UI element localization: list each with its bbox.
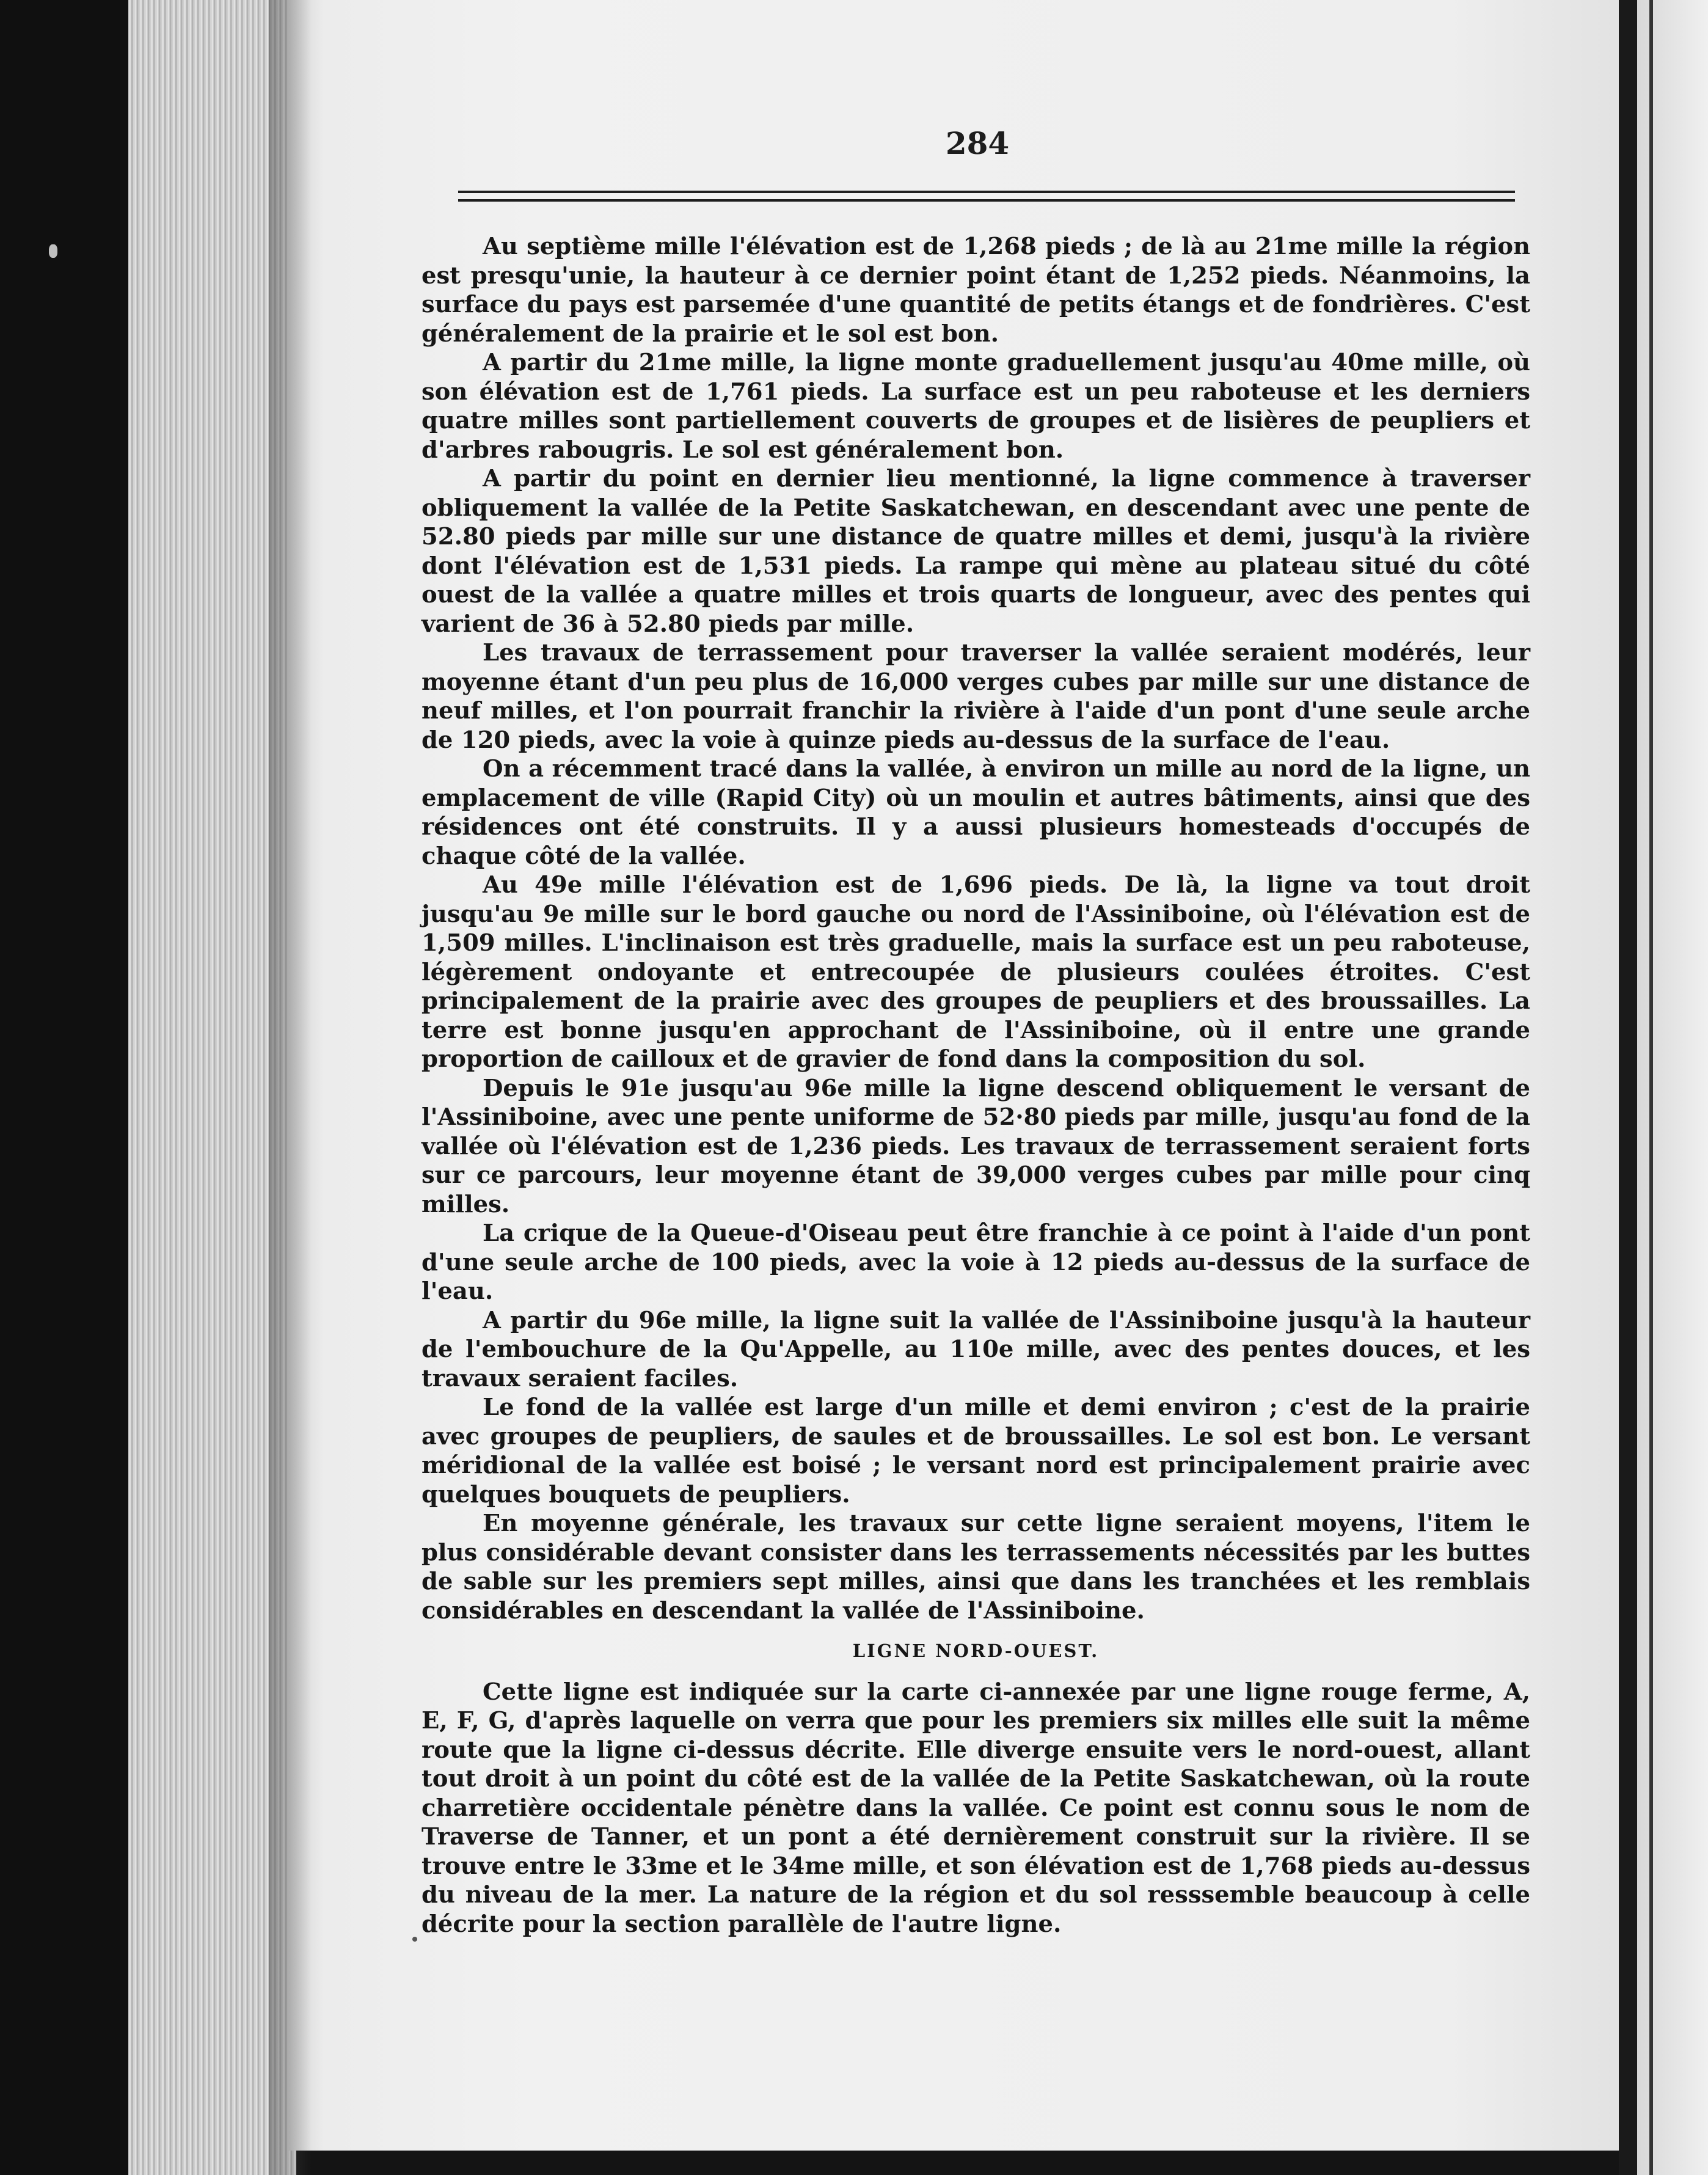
adjacent-page-sliver <box>1637 0 1708 2175</box>
stray-ink-dot <box>412 1937 417 1942</box>
adjacent-page-edge <box>1649 0 1653 2175</box>
paragraph: Les travaux de terrassement pour traverser la vallée seraient modérés, leur moyenne étant d'un peu plus de 16,000 verges cubes par mille sur une distance de neuf milles, et l'on pourrait franchir la rivière à l'aide d'un pont d'une seule arche de 120 pieds, avec la voie à quinze pieds au-dessus de la surface de l'eau. <box>422 639 1530 754</box>
paragraph: Au septième mille l'élévation est de 1,268 pieds ; de là au 21me mille la région est presqu'unie, la hauteur à ce dernier point étant de 1,252 pieds. Néanmoins, la surface du pays est parsemée d'une quantité de petits étangs et de fondrières. C'est généralement de la prairie et le sol est bon. <box>422 233 1530 348</box>
scan-background-left <box>0 0 128 2175</box>
paragraph: Depuis le 91e jusqu'au 96e mille la ligne descend obliquement le versant de l'Assiniboine, avec une pente uniforme de 52·80 pieds par mille, jusqu'au fond de la vallée où l'élévation est de 1,236 pieds. Les travaux de terrassement seraient forts sur ce parcours, leur moyenne étant de 39,000 verges cubes par mille pour cinq milles. <box>422 1074 1530 1218</box>
body-text <box>422 232 1530 1939</box>
paragraph: La crique de la Queue-d'Oiseau peut être franchie à ce point à l'aide d'un pont d'une seule arche de 100 pieds, avec la voie à 12 pieds au-dessus de la surface de l'eau. <box>422 1219 1530 1305</box>
paragraph: Cette ligne est indiquée sur la carte ci-annexée par une ligne rouge ferme, A, E, F, G, d'après laquelle on verra que pour les premiers six milles elle suit la même route que la ligne ci-dessus décrite. Elle diverge ensuite vers le nord-ouest, allant tout droit à un point du côté est de la vallée de la Petite Saskatchewan, où la route charretière occidentale pénètre dans la vallée. Ce point est connu sous le nom de Traverse de Tanner, et un pont a été dernièrement construit sur la rivière. Il se trouve entre le 33me et le 34me mille, et son élévation est de 1,768 pieds au-dessus du niveau de la mer. La nature de la région et du sol resssemble beaucoup à celle décrite pour la section parallèle de l'autre ligne. <box>422 1678 1530 1938</box>
right-gutter <box>1619 0 1637 2175</box>
paragraph: Le fond de la vallée est large d'un mille et demi environ ; c'est de la prairie avec groupes de peupliers, de saules et de broussailles. Le sol est bon. Le versant méridional de la vallée est boisé ; le versant nord est principalement prairie avec quelques bouquets de peupliers. <box>422 1394 1530 1508</box>
margin-speck <box>49 244 57 258</box>
paragraph: On a récemment tracé dans la vallée, à environ un mille au nord de la ligne, un emplacement de ville (Rapid City) où un moulin et autres bâtiments, ainsi que des résidences ont été construits. Il y a aussi plusieurs homesteads d'occupés de chaque côté de la vallée. <box>422 755 1530 870</box>
paragraph: A partir du 96e mille, la ligne suit la vallée de l'Assiniboine jusqu'à la hauteur de l'embouchure de la Qu'Appelle, au 110e mille, avec des pentes douces, et les travaux seraient faciles. <box>422 1306 1530 1392</box>
paragraph: En moyenne générale, les travaux sur cette ligne seraient moyens, l'item le plus considérable devant consister dans les terrassements nécessités par les buttes de sable sur les premiers sept milles, ainsi que dans les tranchées et les remblais considérables en descendant la vallée de l'Assiniboine. <box>422 1510 1530 1625</box>
paragraph: A partir du point en dernier lieu mentionné, la ligne commence à traverser obliquement la vallée de la Petite Saskatchewan, en descendant avec une pente de 52.80 pieds par mille sur une distance de quatre milles et demi, jusqu'à la rivière dont l'élévation est de 1,531 pieds. La rampe qui mène au plateau situé du côté ouest de la vallée a quatre milles et trois quarts de longueur, avec des pentes qui varient de 36 à 52.80 pieds par mille. <box>422 465 1530 638</box>
paragraph: Au 49e mille l'élévation est de 1,696 pieds. De là, la ligne va tout droit jusqu'au 9e mille sur le bord gauche ou nord de l'Assiniboine, où l'élévation est de 1,509 milles. L'inclinaison est très graduelle, mais la surface est un peu raboteuse, légèrement ondoyante et entrecoupée de plusieurs coulées étroites. C'est principalement de la prairie avec des groupes de peupliers et des broussailles. La terre est bonne jusqu'en approchant de l'Assiniboine, où il entre une grande proportion de cailloux et de gravier de fond dans la composition du sol. <box>422 871 1530 1073</box>
page-edge-shadow <box>269 0 312 2175</box>
header-rule-top <box>458 191 1515 193</box>
header-rule-bottom <box>458 199 1515 202</box>
section-heading: LIGNE NORD-OUEST. <box>852 1640 1100 1661</box>
paragraph: A partir du 21me mille, la ligne monte graduellement jusqu'au 40me mille, où son élévation est de 1,761 pieds. La surface est un peu raboteuse et les derniers quatre milles sont partiellement couverts de groupes et de lisières de peupliers et d'arbres rabougris. Le sol est généralement bon. <box>422 349 1530 464</box>
page-number: 284 <box>945 125 1010 161</box>
